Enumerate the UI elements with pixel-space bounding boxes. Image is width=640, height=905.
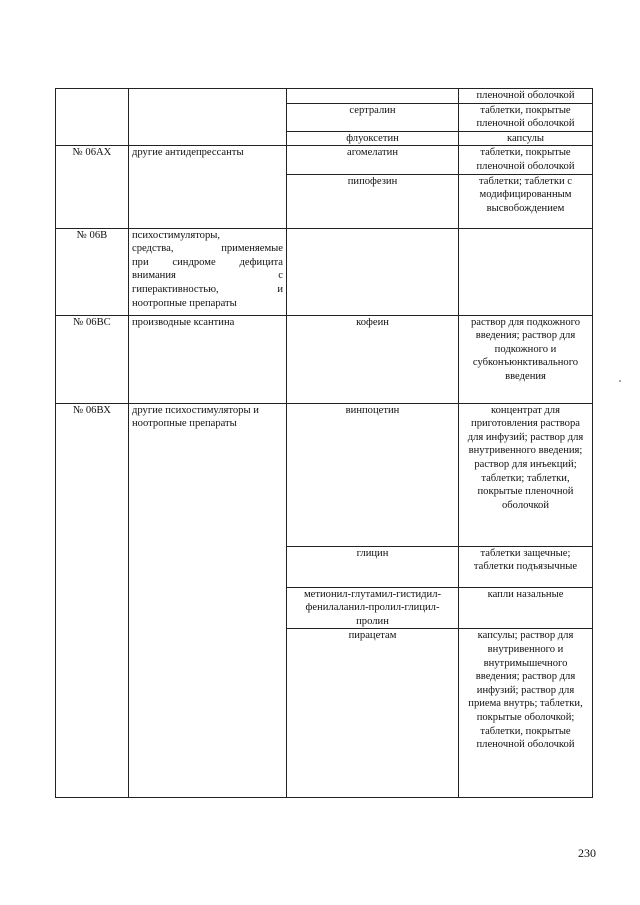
- atc-code-cell: [56, 89, 129, 146]
- drug-name-cell: сертралин: [287, 103, 459, 131]
- atc-code-cell: № 06В: [56, 228, 129, 315]
- group-name-cell: [129, 89, 287, 146]
- atc-code-cell: № 06ВС: [56, 315, 129, 403]
- drug-name-cell: флуоксетин: [287, 131, 459, 146]
- dosage-form-cell: таблетки, покрытые пленочной оболочкой: [459, 146, 593, 174]
- drug-name-cell: пирацетам: [287, 629, 459, 798]
- group-line: внимания с: [132, 270, 283, 282]
- dosage-form-cell: капсулы: [459, 131, 593, 146]
- table-row: [56, 403, 593, 546]
- drug-name-cell: глицин: [287, 546, 459, 587]
- group-name-cell: другие психостимуляторы и ноотропные препараты: [129, 403, 287, 798]
- dosage-form-cell: [459, 228, 593, 315]
- drug-name-cell: агомелатин: [287, 146, 459, 174]
- table-row: [56, 89, 593, 104]
- group-line: ноотропные препараты: [132, 297, 237, 309]
- scan-speck: [619, 380, 621, 382]
- drug-name-cell: метионил-глутамил-гистидил-фенилаланил-пролил-глицил-пролин: [287, 587, 459, 629]
- dosage-form-cell: концентрат для приготовления раствора для инфузий; раствор для внутривенного введения; раствор для инъекций; таблетки; таблетки, покрытые пленочной оболочкой: [459, 403, 593, 546]
- group-line: гиперактивностью, и: [132, 283, 283, 295]
- group-line: средства, применяемые: [132, 243, 283, 255]
- atc-drug-table: [55, 88, 593, 798]
- group-name-cell: другие антидепрессанты: [129, 146, 287, 228]
- dosage-form-cell: таблетки, покрытые пленочной оболочкой: [459, 103, 593, 131]
- dosage-form-cell: раствор для подкожного введения; раствор для подкожного и субконъюнктивального введения: [459, 315, 593, 403]
- table-row: [56, 228, 593, 315]
- atc-code-cell: № 06АХ: [56, 146, 129, 228]
- page-number: 230: [578, 846, 596, 860]
- drug-name-cell: [287, 228, 459, 315]
- group-name-cell: [129, 228, 287, 315]
- dosage-form-cell: капсулы; раствор для внутривенного и внутримышечного введения; раствор для инфузий; раствор для приема внутрь; таблетки, покрытые оболочкой; таблетки, покрытые пленочной оболочкой: [459, 629, 593, 798]
- dosage-form-cell: таблетки; таблетки с модифицированным высвобождением: [459, 174, 593, 228]
- group-name-cell: производные ксантина: [129, 315, 287, 403]
- atc-code-cell: № 06ВХ: [56, 403, 129, 798]
- dosage-form-cell: пленочной оболочкой: [459, 89, 593, 104]
- drug-name-cell: винпоцетин: [287, 403, 459, 546]
- drug-name-cell: [287, 89, 459, 104]
- dosage-form-cell: капли назальные: [459, 587, 593, 629]
- table-row: [56, 146, 593, 174]
- dosage-form-cell: таблетки защечные; таблетки подъязычные: [459, 546, 593, 587]
- table-row: [56, 315, 593, 403]
- drug-name-cell: пипофезин: [287, 174, 459, 228]
- group-line: при синдроме дефицита: [132, 256, 283, 268]
- drug-name-cell: кофеин: [287, 315, 459, 403]
- group-line: психостимуляторы,: [132, 229, 221, 241]
